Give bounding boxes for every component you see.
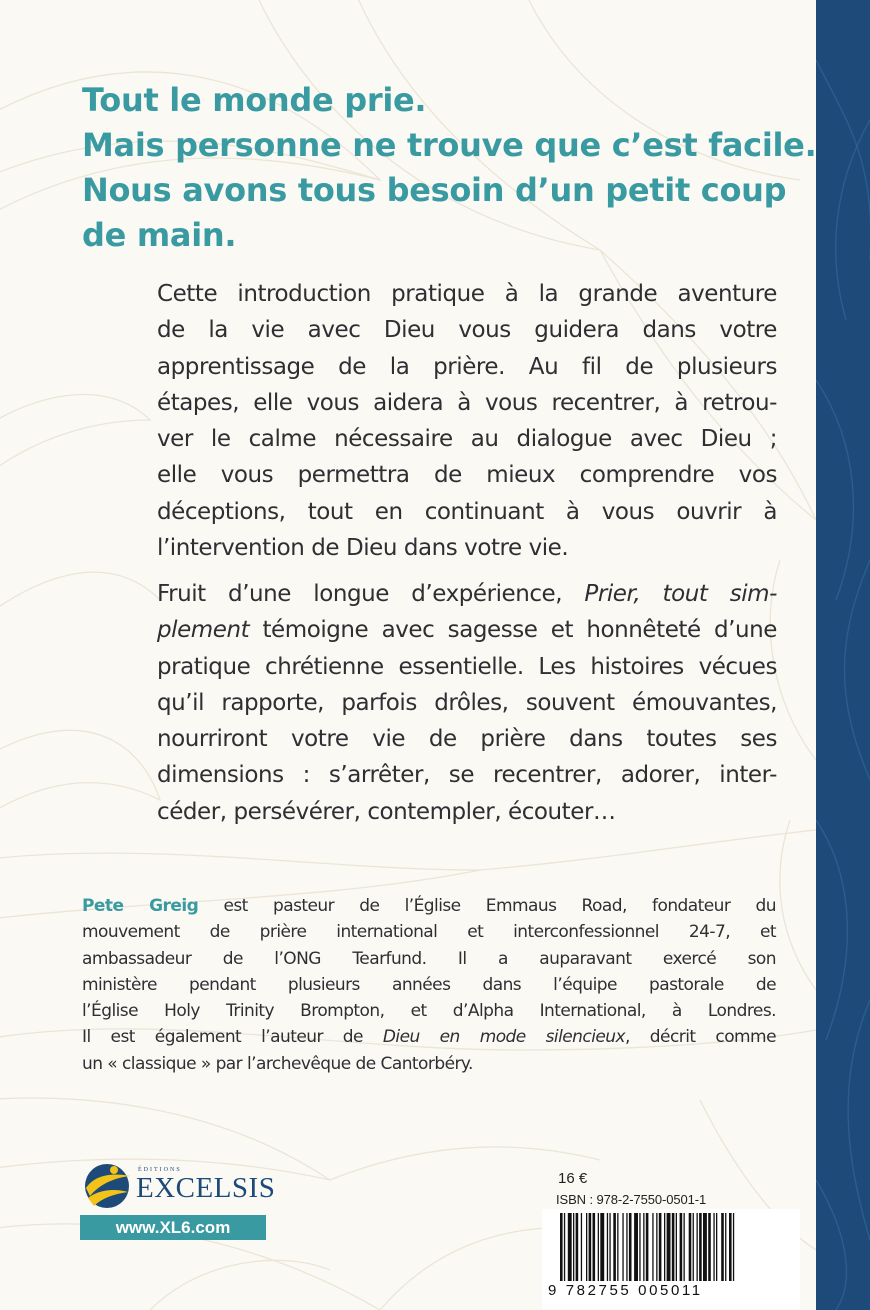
blurb-line: dimensions : s’arrêter, se recentrer, adorer, inter- [157,762,777,789]
author-name: Pete Greig [82,896,199,916]
blurb-line: de la vie avec Dieu vous guidera dans votre [157,317,777,344]
headline [82,78,817,258]
blurb-line [157,576,777,612]
blurb-line: ver le calme nécessaire au dialogue avec Dieu ; [157,426,777,453]
blurb-paragraph-2 [157,576,777,830]
barcode-bar [667,1213,671,1281]
barcode-bar [729,1213,732,1281]
book-title-italic: plement [157,617,250,644]
blurb-line: nourriront votre vie de prière dans toutes ses [157,726,777,753]
barcode-bar [684,1213,685,1281]
barcode-bar [699,1213,702,1281]
barcode-bar [600,1213,604,1281]
barcode-bar [652,1213,653,1281]
barcode [542,1209,800,1309]
publisher-name: EXCELSIS [136,1172,276,1204]
blurb-line: apprentissage de la prière. Au fil de plusieurs [157,353,777,380]
blurb-line: céder, persévérer, contempler, écouter… [157,798,616,825]
barcode-bar [716,1213,717,1281]
publisher-block [80,1158,276,1248]
blurb-line: pratique chrétienne essentielle. Les histoires vécues [157,653,777,680]
bio-line [82,1024,776,1050]
barcode-bar [586,1213,587,1281]
headline-line: de main. [82,216,237,254]
bio-line: l’Église Holy Trinity Brompton, et d’Alpha International, à Londres. [82,1001,776,1022]
bio-line: ministère pendant plusieurs années dans l’équipe pastorale de [82,974,776,995]
barcode-bar [634,1213,638,1281]
price: 16 € [558,1170,588,1187]
bio-line: ambassadeur de l’ONG Tearfund. Il a auparavant exercé son [82,948,776,969]
barcode-bar [689,1213,692,1281]
publisher-label-small: ÉDITIONS [138,1167,182,1173]
barcode-bar [697,1213,698,1281]
barcode-bar [576,1213,579,1281]
bio-text: Il est également l’auteur de [82,1027,383,1048]
barcode-bar [733,1213,734,1281]
barcode-bar [573,1213,574,1281]
barcode-bar [581,1213,582,1281]
barcode-bar [598,1213,599,1281]
barcode-bar [639,1213,640,1281]
barcode-bar [656,1213,657,1281]
book-title-italic: Prier, tout sim- [584,581,777,607]
author-bio [82,893,776,1077]
barcode-bar [672,1213,675,1281]
blurb-line: Cette introduction pratique à la grande aventure [157,281,777,307]
barcode-bar [607,1213,608,1281]
spine-band [816,0,870,1310]
barcode-digits: 9 782755 005011 [548,1282,703,1299]
bio-text: est pasteur de l’Église Emmaus Road, fondateur du [198,896,776,916]
headline-line: Nous avons tous besoin d’un petit coup [82,171,787,209]
barcode-bar [617,1213,618,1281]
barcode-bar [703,1213,707,1281]
barcode-bar [676,1213,677,1281]
barcode-bar [643,1213,644,1281]
book-title-italic: Dieu en mode silencieux [382,1027,626,1048]
barcode-bar [725,1213,726,1281]
barcode-bars [560,1213,790,1283]
barcode-bar [629,1213,632,1281]
blurb-line: qu’il rapporte, parfois drôles, souvent émouvantes, [157,689,777,716]
blurb-text: Fruit d’une longue d’expérience, [157,581,585,607]
barcode-bar [609,1213,610,1281]
headline-line: Tout le monde prie. [82,81,427,119]
bio-line [82,893,776,919]
barcode-bar [664,1213,665,1281]
barcode-bar [560,1213,563,1281]
barcode-bar [693,1213,694,1281]
headline-line: Mais personne ne trouve que c’est facile. [82,126,817,164]
bio-line: un « classique » par l’archevêque de Cantorbéry. [82,1053,473,1074]
barcode-bar [564,1213,565,1281]
blurb-paragraph-1 [157,276,777,566]
bio-text: , décrit comme [625,1027,776,1048]
blurb-text: témoigne avec sagesse et honnêteté d’une [249,617,777,644]
publisher-website[interactable]: www.XL6.com [80,1215,266,1240]
barcode-bar [589,1213,592,1281]
blurb-line: étapes, elle vous aidera à vous recentrer, à retrou- [157,389,777,416]
isbn-label: ISBN : 978-2-7550-0501-1 [556,1192,707,1207]
spine-leaf-pattern [816,0,870,1310]
barcode-bar [713,1213,714,1281]
blurb-line: l’intervention de Dieu dans votre vie. [157,535,569,562]
barcode-bar [626,1213,627,1281]
blurb-line [157,612,777,648]
barcode-bar [721,1213,724,1281]
blurb-line: déceptions, tout en continuant à vous ouvrir à [157,498,777,525]
bio-line: mouvement de prière international et interconfessionnel 24-7, et [82,922,776,943]
barcode-bar [613,1213,616,1281]
barcode-bar [680,1213,683,1281]
barcode-bar [646,1213,649,1281]
barcode-bar [659,1213,662,1281]
barcode-bar [622,1213,623,1281]
barcode-bar [593,1213,596,1281]
blurb-line: elle vous permettra de mieux comprendre vos [157,462,777,489]
price-isbn-block [530,1170,810,1310]
barcode-bar [568,1213,572,1281]
excelsis-logo-icon [80,1158,136,1214]
barcode-bar [708,1213,711,1281]
